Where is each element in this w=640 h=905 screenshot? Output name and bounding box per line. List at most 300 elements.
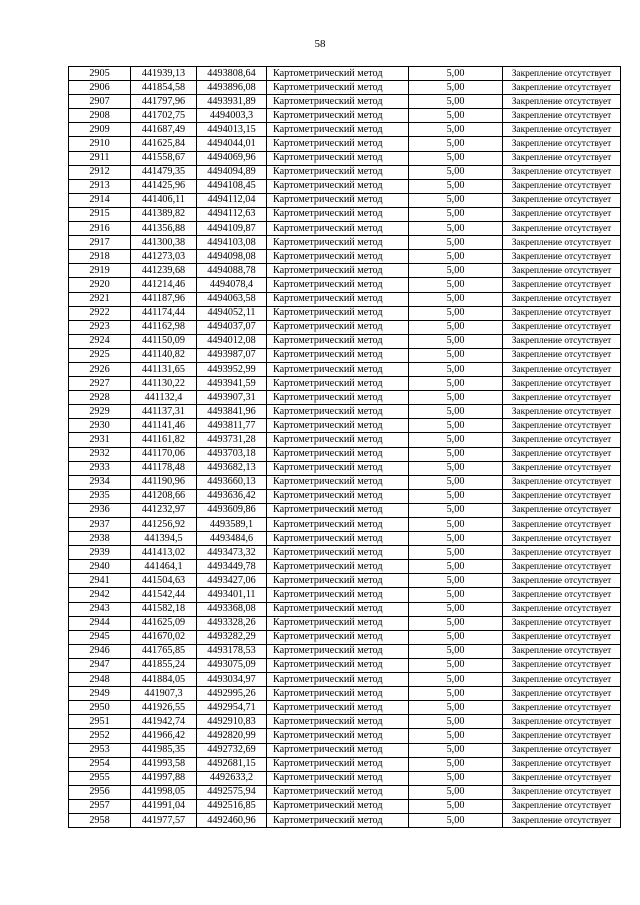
cell-x-coordinate: 441991,04 <box>131 799 197 813</box>
cell-accuracy: 5,00 <box>409 81 503 95</box>
cell-marking-note: Закрепление отсутствует <box>503 377 621 391</box>
table-row <box>69 236 621 250</box>
cell-marking-note: Закрепление отсутствует <box>503 518 621 532</box>
table-row <box>69 362 621 376</box>
table-row <box>69 165 621 179</box>
cell-point-number: 2955 <box>69 771 131 785</box>
cell-method: Картометрический метод <box>267 391 409 405</box>
table-row <box>69 630 621 644</box>
cell-x-coordinate: 441394,5 <box>131 532 197 546</box>
cell-point-number: 2933 <box>69 461 131 475</box>
cell-marking-note: Закрепление отсутствует <box>503 264 621 278</box>
cell-accuracy: 5,00 <box>409 137 503 151</box>
table-row <box>69 771 621 785</box>
cell-x-coordinate: 441239,68 <box>131 264 197 278</box>
cell-marking-note: Закрепление отсутствует <box>503 348 621 362</box>
cell-accuracy: 5,00 <box>409 518 503 532</box>
cell-method: Картометрический метод <box>267 785 409 799</box>
cell-y-coordinate: 4492995,26 <box>197 687 267 701</box>
cell-y-coordinate: 4493703,18 <box>197 447 267 461</box>
cell-x-coordinate: 441137,31 <box>131 405 197 419</box>
cell-point-number: 2953 <box>69 743 131 757</box>
table-row <box>69 560 621 574</box>
cell-marking-note: Закрепление отсутствует <box>503 236 621 250</box>
cell-point-number: 2942 <box>69 588 131 602</box>
cell-x-coordinate: 441977,57 <box>131 813 197 827</box>
cell-method: Картометрический метод <box>267 673 409 687</box>
cell-point-number: 2912 <box>69 165 131 179</box>
table-row <box>69 447 621 461</box>
cell-x-coordinate: 441161,82 <box>131 433 197 447</box>
cell-x-coordinate: 441985,35 <box>131 743 197 757</box>
cell-x-coordinate: 441558,67 <box>131 151 197 165</box>
cell-point-number: 2936 <box>69 503 131 517</box>
cell-accuracy: 5,00 <box>409 95 503 109</box>
cell-accuracy: 5,00 <box>409 405 503 419</box>
cell-marking-note: Закрепление отсутствует <box>503 630 621 644</box>
cell-method: Картометрический метод <box>267 743 409 757</box>
cell-method: Картометрический метод <box>267 813 409 827</box>
cell-y-coordinate: 4494112,63 <box>197 207 267 221</box>
cell-marking-note: Закрепление отсутствует <box>503 391 621 405</box>
table-row <box>69 222 621 236</box>
cell-accuracy: 5,00 <box>409 433 503 447</box>
cell-point-number: 2939 <box>69 546 131 560</box>
cell-method: Картометрический метод <box>267 320 409 334</box>
cell-method: Картометрический метод <box>267 475 409 489</box>
cell-accuracy: 5,00 <box>409 785 503 799</box>
cell-y-coordinate: 4492460,96 <box>197 813 267 827</box>
cell-accuracy: 5,00 <box>409 644 503 658</box>
cell-x-coordinate: 441413,02 <box>131 546 197 560</box>
table-row <box>69 193 621 207</box>
cell-x-coordinate: 441190,96 <box>131 475 197 489</box>
table-row <box>69 687 621 701</box>
cell-accuracy: 5,00 <box>409 165 503 179</box>
cell-accuracy: 5,00 <box>409 151 503 165</box>
cell-marking-note: Закрепление отсутствует <box>503 475 621 489</box>
cell-accuracy: 5,00 <box>409 813 503 827</box>
cell-x-coordinate: 441966,42 <box>131 729 197 743</box>
table-row <box>69 137 621 151</box>
cell-y-coordinate: 4493660,13 <box>197 475 267 489</box>
cell-method: Картометрический метод <box>267 658 409 672</box>
cell-y-coordinate: 4492954,71 <box>197 701 267 715</box>
cell-method: Картометрический метод <box>267 701 409 715</box>
cell-y-coordinate: 4494063,58 <box>197 292 267 306</box>
cell-marking-note: Закрепление отсутствует <box>503 489 621 503</box>
cell-method: Картометрический метод <box>267 334 409 348</box>
cell-marking-note: Закрепление отсутствует <box>503 292 621 306</box>
cell-x-coordinate: 441479,35 <box>131 165 197 179</box>
cell-accuracy: 5,00 <box>409 419 503 433</box>
table-row <box>69 475 621 489</box>
cell-accuracy: 5,00 <box>409 546 503 560</box>
cell-point-number: 2924 <box>69 334 131 348</box>
cell-marking-note: Закрепление отсутствует <box>503 278 621 292</box>
cell-y-coordinate: 4494052,11 <box>197 306 267 320</box>
cell-x-coordinate: 441670,02 <box>131 630 197 644</box>
cell-y-coordinate: 4494094,89 <box>197 165 267 179</box>
cell-x-coordinate: 441389,82 <box>131 207 197 221</box>
cell-x-coordinate: 441162,98 <box>131 320 197 334</box>
cell-x-coordinate: 441178,48 <box>131 461 197 475</box>
cell-y-coordinate: 4493328,26 <box>197 616 267 630</box>
table-row <box>69 701 621 715</box>
table-row <box>69 489 621 503</box>
cell-method: Картометрический метод <box>267 574 409 588</box>
cell-method: Картометрический метод <box>267 377 409 391</box>
cell-y-coordinate: 4492575,94 <box>197 785 267 799</box>
table-row <box>69 292 621 306</box>
cell-accuracy: 5,00 <box>409 222 503 236</box>
cell-method: Картометрический метод <box>267 588 409 602</box>
table-row <box>69 532 621 546</box>
cell-method: Картометрический метод <box>267 348 409 362</box>
cell-accuracy: 5,00 <box>409 250 503 264</box>
cell-x-coordinate: 441356,88 <box>131 222 197 236</box>
cell-accuracy: 5,00 <box>409 743 503 757</box>
cell-point-number: 2926 <box>69 362 131 376</box>
cell-point-number: 2930 <box>69 419 131 433</box>
cell-method: Картометрический метод <box>267 799 409 813</box>
cell-y-coordinate: 4494012,08 <box>197 334 267 348</box>
cell-accuracy: 5,00 <box>409 179 503 193</box>
cell-marking-note: Закрепление отсутствует <box>503 419 621 433</box>
cell-point-number: 2910 <box>69 137 131 151</box>
cell-marking-note: Закрепление отсутствует <box>503 334 621 348</box>
cell-point-number: 2944 <box>69 616 131 630</box>
table-row <box>69 306 621 320</box>
cell-point-number: 2957 <box>69 799 131 813</box>
cell-x-coordinate: 441998,05 <box>131 785 197 799</box>
cell-accuracy: 5,00 <box>409 616 503 630</box>
cell-y-coordinate: 4492681,15 <box>197 757 267 771</box>
cell-point-number: 2938 <box>69 532 131 546</box>
cell-marking-note: Закрепление отсутствует <box>503 461 621 475</box>
cell-method: Картометрический метод <box>267 447 409 461</box>
cell-method: Картометрический метод <box>267 419 409 433</box>
cell-method: Картометрический метод <box>267 630 409 644</box>
cell-y-coordinate: 4494112,04 <box>197 193 267 207</box>
cell-marking-note: Закрепление отсутствует <box>503 503 621 517</box>
cell-marking-note: Закрепление отсутствует <box>503 81 621 95</box>
cell-y-coordinate: 4493808,64 <box>197 67 267 81</box>
cell-marking-note: Закрепление отсутствует <box>503 222 621 236</box>
cell-y-coordinate: 4493473,32 <box>197 546 267 560</box>
table-row <box>69 179 621 193</box>
cell-method: Картометрический метод <box>267 644 409 658</box>
cell-x-coordinate: 441170,06 <box>131 447 197 461</box>
table-row <box>69 278 621 292</box>
cell-marking-note: Закрепление отсутствует <box>503 67 621 81</box>
cell-marking-note: Закрепление отсутствует <box>503 165 621 179</box>
cell-y-coordinate: 4494078,4 <box>197 278 267 292</box>
cell-point-number: 2906 <box>69 81 131 95</box>
cell-marking-note: Закрепление отсутствует <box>503 701 621 715</box>
cell-method: Картометрический метод <box>267 278 409 292</box>
table-row <box>69 602 621 616</box>
cell-point-number: 2913 <box>69 179 131 193</box>
table-row <box>69 433 621 447</box>
cell-y-coordinate: 4494098,08 <box>197 250 267 264</box>
cell-x-coordinate: 441150,09 <box>131 334 197 348</box>
cell-marking-note: Закрепление отсутствует <box>503 151 621 165</box>
cell-point-number: 2907 <box>69 95 131 109</box>
cell-point-number: 2935 <box>69 489 131 503</box>
cell-marking-note: Закрепление отсутствует <box>503 658 621 672</box>
cell-point-number: 2937 <box>69 518 131 532</box>
cell-marking-note: Закрепление отсутствует <box>503 250 621 264</box>
cell-point-number: 2915 <box>69 207 131 221</box>
cell-marking-note: Закрепление отсутствует <box>503 362 621 376</box>
cell-x-coordinate: 441132,4 <box>131 391 197 405</box>
cell-x-coordinate: 441582,18 <box>131 602 197 616</box>
table-row <box>69 405 621 419</box>
cell-y-coordinate: 4494044,01 <box>197 137 267 151</box>
cell-y-coordinate: 4493427,06 <box>197 574 267 588</box>
cell-method: Картометрический метод <box>267 123 409 137</box>
cell-marking-note: Закрепление отсутствует <box>503 785 621 799</box>
cell-y-coordinate: 4493987,07 <box>197 348 267 362</box>
coordinates-table-body <box>69 67 621 828</box>
cell-y-coordinate: 4493931,89 <box>197 95 267 109</box>
cell-accuracy: 5,00 <box>409 574 503 588</box>
table-row <box>69 799 621 813</box>
cell-marking-note: Закрепление отсутствует <box>503 405 621 419</box>
cell-point-number: 2940 <box>69 560 131 574</box>
cell-accuracy: 5,00 <box>409 729 503 743</box>
cell-method: Картометрический метод <box>267 67 409 81</box>
table-row <box>69 616 621 630</box>
cell-y-coordinate: 4493636,42 <box>197 489 267 503</box>
cell-point-number: 2920 <box>69 278 131 292</box>
cell-y-coordinate: 4493952,99 <box>197 362 267 376</box>
cell-y-coordinate: 4493034,97 <box>197 673 267 687</box>
cell-x-coordinate: 441542,44 <box>131 588 197 602</box>
cell-accuracy: 5,00 <box>409 687 503 701</box>
cell-marking-note: Закрепление отсутствует <box>503 616 621 630</box>
cell-x-coordinate: 441232,97 <box>131 503 197 517</box>
table-row <box>69 503 621 517</box>
cell-point-number: 2932 <box>69 447 131 461</box>
cell-point-number: 2918 <box>69 250 131 264</box>
cell-marking-note: Закрепление отсутствует <box>503 588 621 602</box>
cell-accuracy: 5,00 <box>409 377 503 391</box>
cell-accuracy: 5,00 <box>409 489 503 503</box>
cell-method: Картометрический метод <box>267 236 409 250</box>
cell-accuracy: 5,00 <box>409 306 503 320</box>
cell-y-coordinate: 4492910,83 <box>197 715 267 729</box>
cell-accuracy: 5,00 <box>409 532 503 546</box>
cell-x-coordinate: 441702,75 <box>131 109 197 123</box>
cell-x-coordinate: 441406,11 <box>131 193 197 207</box>
cell-accuracy: 5,00 <box>409 292 503 306</box>
cell-y-coordinate: 4494003,3 <box>197 109 267 123</box>
cell-method: Картометрический метод <box>267 292 409 306</box>
cell-y-coordinate: 4493401,11 <box>197 588 267 602</box>
cell-marking-note: Закрепление отсутствует <box>503 574 621 588</box>
table-row <box>69 334 621 348</box>
cell-point-number: 2916 <box>69 222 131 236</box>
cell-marking-note: Закрепление отсутствует <box>503 95 621 109</box>
cell-accuracy: 5,00 <box>409 701 503 715</box>
cell-marking-note: Закрепление отсутствует <box>503 137 621 151</box>
cell-y-coordinate: 4494103,08 <box>197 236 267 250</box>
table-row <box>69 574 621 588</box>
cell-x-coordinate: 441797,96 <box>131 95 197 109</box>
cell-point-number: 2956 <box>69 785 131 799</box>
cell-point-number: 2923 <box>69 320 131 334</box>
cell-accuracy: 5,00 <box>409 236 503 250</box>
cell-accuracy: 5,00 <box>409 673 503 687</box>
table-row <box>69 81 621 95</box>
cell-method: Картометрический метод <box>267 362 409 376</box>
cell-accuracy: 5,00 <box>409 362 503 376</box>
cell-method: Картометрический метод <box>267 518 409 532</box>
cell-method: Картометрический метод <box>267 193 409 207</box>
table-row <box>69 109 621 123</box>
cell-marking-note: Закрепление отсутствует <box>503 644 621 658</box>
cell-y-coordinate: 4493682,13 <box>197 461 267 475</box>
cell-method: Картометрический метод <box>267 306 409 320</box>
cell-marking-note: Закрепление отсутствует <box>503 447 621 461</box>
cell-point-number: 2948 <box>69 673 131 687</box>
cell-marking-note: Закрепление отсутствует <box>503 193 621 207</box>
table-row <box>69 264 621 278</box>
cell-point-number: 2950 <box>69 701 131 715</box>
cell-marking-note: Закрепление отсутствует <box>503 715 621 729</box>
cell-method: Картометрический метод <box>267 250 409 264</box>
table-row <box>69 250 621 264</box>
table-row <box>69 518 621 532</box>
cell-y-coordinate: 4493449,78 <box>197 560 267 574</box>
cell-accuracy: 5,00 <box>409 391 503 405</box>
table-row <box>69 546 621 560</box>
cell-y-coordinate: 4493811,77 <box>197 419 267 433</box>
cell-accuracy: 5,00 <box>409 447 503 461</box>
table-row <box>69 715 621 729</box>
cell-point-number: 2934 <box>69 475 131 489</box>
table-row <box>69 123 621 137</box>
cell-x-coordinate: 441141,46 <box>131 419 197 433</box>
cell-point-number: 2943 <box>69 602 131 616</box>
cell-point-number: 2949 <box>69 687 131 701</box>
cell-x-coordinate: 441907,3 <box>131 687 197 701</box>
cell-x-coordinate: 441425,96 <box>131 179 197 193</box>
cell-marking-note: Закрепление отсутствует <box>503 729 621 743</box>
cell-point-number: 2908 <box>69 109 131 123</box>
cell-x-coordinate: 441131,65 <box>131 362 197 376</box>
table-row <box>69 95 621 109</box>
cell-method: Картометрический метод <box>267 503 409 517</box>
cell-x-coordinate: 441993,58 <box>131 757 197 771</box>
cell-point-number: 2921 <box>69 292 131 306</box>
cell-method: Картометрический метод <box>267 222 409 236</box>
cell-y-coordinate: 4494013,15 <box>197 123 267 137</box>
cell-x-coordinate: 441855,24 <box>131 658 197 672</box>
cell-method: Картометрический метод <box>267 757 409 771</box>
table-row <box>69 743 621 757</box>
cell-x-coordinate: 441504,63 <box>131 574 197 588</box>
cell-marking-note: Закрепление отсутствует <box>503 687 621 701</box>
cell-point-number: 2952 <box>69 729 131 743</box>
cell-y-coordinate: 4493484,6 <box>197 532 267 546</box>
cell-accuracy: 5,00 <box>409 658 503 672</box>
cell-x-coordinate: 441854,58 <box>131 81 197 95</box>
table-row <box>69 207 621 221</box>
cell-x-coordinate: 441765,85 <box>131 644 197 658</box>
cell-point-number: 2958 <box>69 813 131 827</box>
cell-marking-note: Закрепление отсутствует <box>503 757 621 771</box>
table-row <box>69 785 621 799</box>
page-number: 58 <box>314 38 326 50</box>
cell-marking-note: Закрепление отсутствует <box>503 673 621 687</box>
cell-method: Картометрический метод <box>267 560 409 574</box>
table-row <box>69 673 621 687</box>
cell-accuracy: 5,00 <box>409 348 503 362</box>
cell-y-coordinate: 4493178,53 <box>197 644 267 658</box>
cell-method: Картометрический метод <box>267 405 409 419</box>
cell-marking-note: Закрепление отсутствует <box>503 306 621 320</box>
cell-y-coordinate: 4493896,08 <box>197 81 267 95</box>
cell-accuracy: 5,00 <box>409 475 503 489</box>
cell-x-coordinate: 441625,09 <box>131 616 197 630</box>
cell-x-coordinate: 441625,84 <box>131 137 197 151</box>
cell-y-coordinate: 4493368,08 <box>197 602 267 616</box>
cell-method: Картометрический метод <box>267 109 409 123</box>
cell-method: Картометрический метод <box>267 81 409 95</box>
cell-marking-note: Закрепление отсутствует <box>503 560 621 574</box>
cell-marking-note: Закрепление отсутствует <box>503 433 621 447</box>
cell-accuracy: 5,00 <box>409 757 503 771</box>
cell-marking-note: Закрепление отсутствует <box>503 179 621 193</box>
cell-accuracy: 5,00 <box>409 334 503 348</box>
cell-method: Картометрический метод <box>267 137 409 151</box>
cell-x-coordinate: 441300,38 <box>131 236 197 250</box>
cell-y-coordinate: 4493841,96 <box>197 405 267 419</box>
cell-accuracy: 5,00 <box>409 123 503 137</box>
cell-marking-note: Закрепление отсутствует <box>503 109 621 123</box>
cell-marking-note: Закрепление отсутствует <box>503 207 621 221</box>
cell-x-coordinate: 441273,03 <box>131 250 197 264</box>
cell-marking-note: Закрепление отсутствует <box>503 546 621 560</box>
cell-accuracy: 5,00 <box>409 799 503 813</box>
cell-x-coordinate: 441884,05 <box>131 673 197 687</box>
cell-x-coordinate: 441140,82 <box>131 348 197 362</box>
cell-x-coordinate: 441997,88 <box>131 771 197 785</box>
cell-method: Картометрический метод <box>267 461 409 475</box>
cell-point-number: 2951 <box>69 715 131 729</box>
cell-marking-note: Закрепление отсутствует <box>503 813 621 827</box>
cell-point-number: 2947 <box>69 658 131 672</box>
cell-point-number: 2917 <box>69 236 131 250</box>
cell-method: Картометрический метод <box>267 151 409 165</box>
cell-point-number: 2954 <box>69 757 131 771</box>
cell-marking-note: Закрепление отсутствует <box>503 799 621 813</box>
cell-point-number: 2919 <box>69 264 131 278</box>
cell-x-coordinate: 441256,92 <box>131 518 197 532</box>
cell-point-number: 2929 <box>69 405 131 419</box>
table-row <box>69 729 621 743</box>
cell-method: Картометрический метод <box>267 207 409 221</box>
cell-method: Картометрический метод <box>267 179 409 193</box>
cell-x-coordinate: 441130,22 <box>131 377 197 391</box>
cell-x-coordinate: 441687,49 <box>131 123 197 137</box>
cell-accuracy: 5,00 <box>409 207 503 221</box>
table-row <box>69 377 621 391</box>
cell-y-coordinate: 4494109,87 <box>197 222 267 236</box>
